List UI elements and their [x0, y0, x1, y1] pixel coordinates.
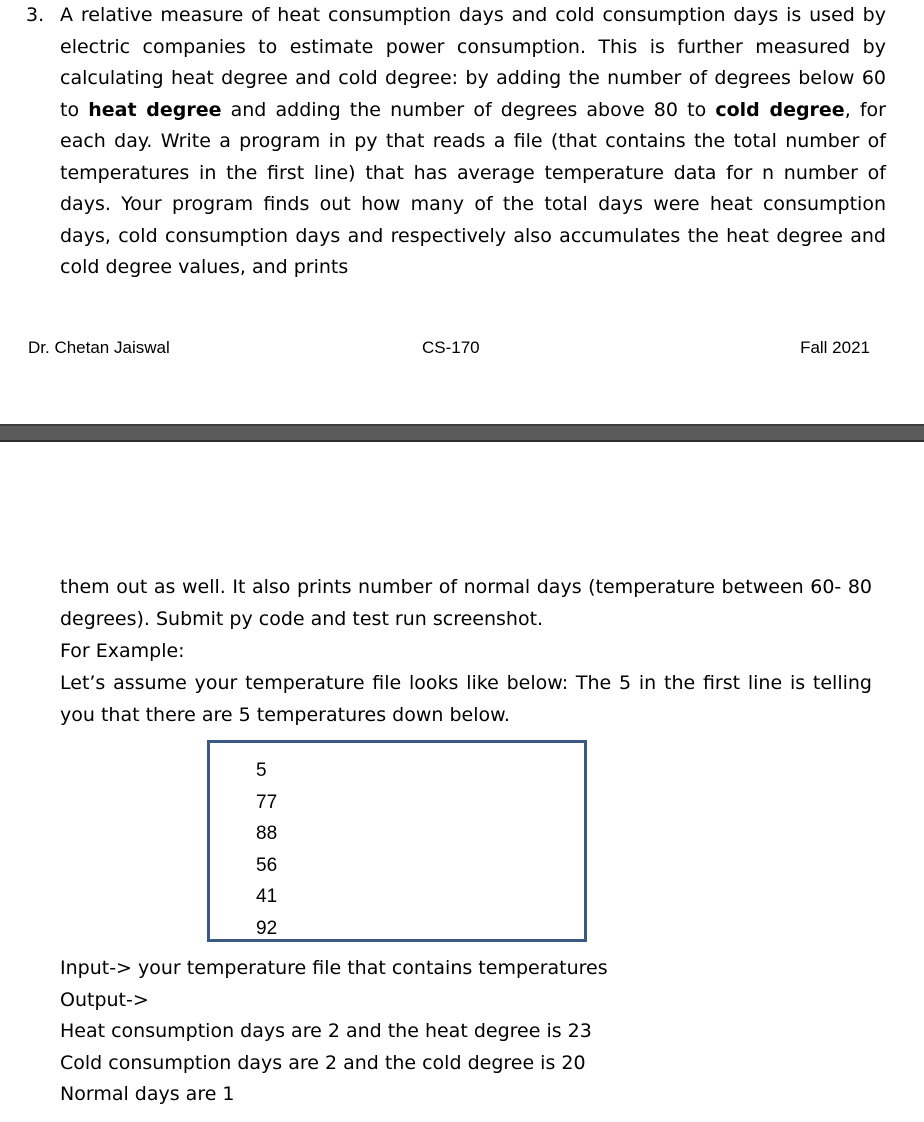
question-3	[26, 0, 886, 284]
temperature-file-box	[207, 740, 587, 942]
page-top	[0, 0, 924, 424]
continuation-text: them out as well. It also prints number of normal days (temperature between 60- 80 degrees). Submit py code and test run screenshot.	[60, 576, 872, 630]
heat-degree-term: heat degree	[88, 98, 222, 121]
cold-degree-term: cold degree	[715, 98, 845, 121]
question-number: 3.	[26, 4, 45, 26]
temperature-value: 56	[256, 854, 278, 876]
temperature-value: 41	[256, 886, 278, 908]
question-intro: A relative measure of heat consumption days and cold consumption days is used by electric companies to estimate power consumption. This is further measured by calculating heat degree and cold degree: by adding the number of degrees below 60 to	[60, 4, 886, 121]
temperature-value: 77	[256, 791, 278, 813]
output-label: Output->	[60, 988, 149, 1011]
footer-term: Fall 2021	[800, 338, 870, 357]
temperature-value: 92	[256, 917, 278, 939]
heat-output-line: Heat consumption days are 2 and the heat degree is 23	[60, 1020, 592, 1043]
question-rest: , for each day. Write a program in py that reads a file (that contains the total number of temperatures in the first line) that has average temperature data for n number of days. Your program finds out how many of the total days were heat consumption days, cold consumption days and respectively also accumulates the heat degree and cold degree values, and prints	[60, 98, 886, 278]
cold-output-line: Cold consumption days are 2 and the cold degree is 20	[60, 1051, 586, 1074]
footer-course: CS-170	[422, 338, 480, 357]
page-separator	[0, 424, 924, 442]
assume-text: Let’s assume your temperature file looks like below: The 5 in the first line is telling you that there are 5 temperatures down below.	[60, 672, 872, 726]
normal-output-line: Normal days are 1	[60, 1083, 235, 1106]
temperature-value: 88	[256, 823, 278, 845]
input-line: Input-> your temperature file that contains temperatures	[60, 957, 608, 979]
page-bottom	[60, 571, 872, 731]
temperature-count: 5	[256, 760, 267, 781]
question-mid: and adding the number of degrees above 80 to	[221, 98, 716, 121]
example-label: For Example:	[60, 640, 185, 662]
footer-author: Dr. Chetan Jaiswal	[28, 338, 170, 357]
temperature-list	[256, 755, 277, 945]
page-footer	[28, 338, 870, 360]
question-text	[60, 0, 886, 284]
io-description	[60, 953, 608, 1111]
